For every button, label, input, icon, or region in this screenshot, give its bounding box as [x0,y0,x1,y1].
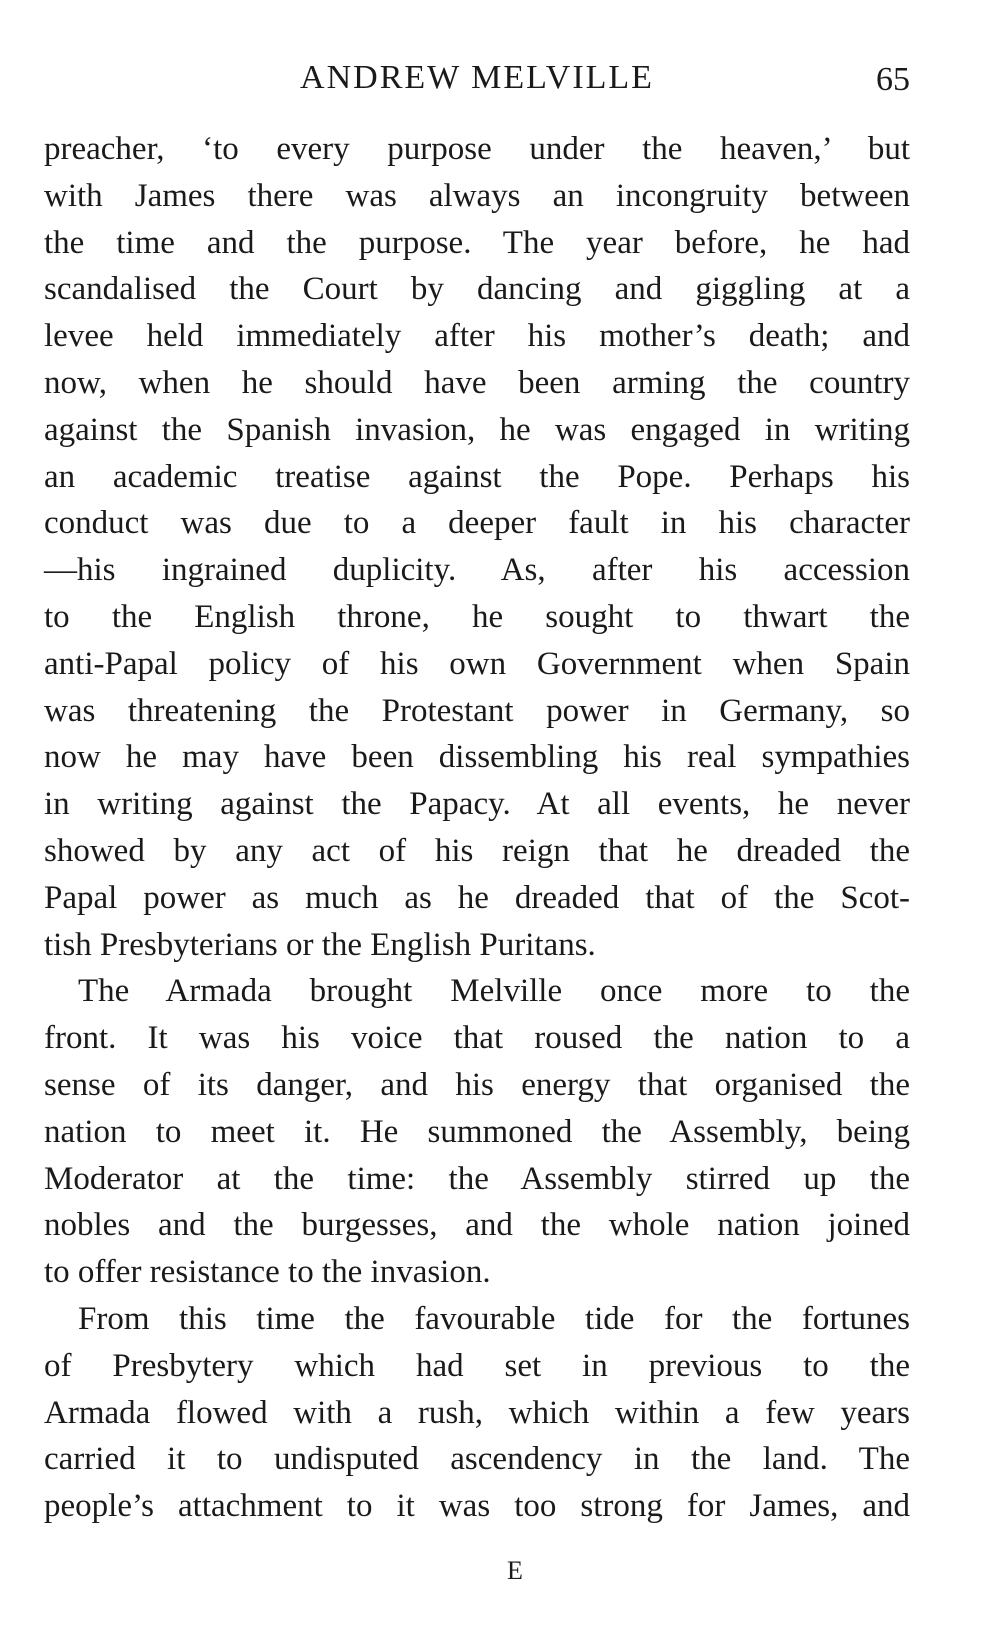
text-line: levee held immediately after his mother’s death; and [44,318,910,355]
text-line: in writing against the Papacy. At all events, he never [44,786,910,823]
text-line: with James there was always an incongruity between [44,177,910,214]
text-line: now he may have been dissembling his real sympathies [44,739,910,776]
paragraph-2 [44,968,910,1296]
text-line: tish Presbyterians or the English Puritans. [44,926,596,963]
text-line: From this time the favourable tide for the fortunes [78,1300,910,1337]
text-line: sense of its danger, and his energy that organised the [44,1066,910,1103]
text-line: against the Spanish invasion, he was engaged in writing [44,411,910,448]
text-line: nation to meet it. He summoned the Assembly, being [44,1113,910,1150]
text-line: nobles and the burgesses, and the whole nation joined [44,1207,910,1244]
text-line: people’s attachment to it was too strong for James, and [44,1488,910,1525]
text-line: to offer resistance to the invasion. [44,1254,491,1291]
text-line: —his ingrained duplicity. As, after his accession [44,552,910,589]
text-line: carried it to undisputed ascendency in the land. The [44,1441,910,1478]
text-line: now, when he should have been arming the country [44,364,910,401]
running-head [44,58,910,98]
text-line: anti-Papal policy of his own Government when Spain [44,645,910,682]
text-line: preacher, ‘to every purpose under the heaven,’ but [44,131,910,167]
paragraph-1 [44,126,910,968]
text-line: Papal power as much as he dreaded that of the Scot- [44,879,910,916]
text-line: the time and the purpose. The year before, he had [44,224,910,261]
text-line: an academic treatise against the Pope. Perhaps his [44,458,910,495]
text-line: conduct was due to a deeper fault in his character [44,505,910,542]
text-line: scandalised the Court by dancing and giggling at a [44,271,910,308]
text-line: The Armada brought Melville once more to the [78,973,910,1010]
text-line: was threatening the Protestant power in Germany, so [44,692,910,729]
text-line: showed by any act of his reign that he dreaded the [44,832,910,869]
signature-mark: E [507,1556,523,1585]
text-line: Moderator at the time: the Assembly stirred up the [44,1160,910,1197]
paragraph-3 [44,1296,910,1530]
text-line: Armada flowed with a rush, which within a few years [44,1394,910,1431]
text-line: to the English throne, he sought to thwart the [44,598,910,635]
page-number: 65 [876,61,910,98]
text-line: of Presbytery which had set in previous to the [44,1347,910,1384]
text-line: front. It was his voice that roused the nation to a [44,1020,910,1057]
running-title: ANDREW MELVILLE [300,59,654,96]
body-text [44,126,910,1530]
